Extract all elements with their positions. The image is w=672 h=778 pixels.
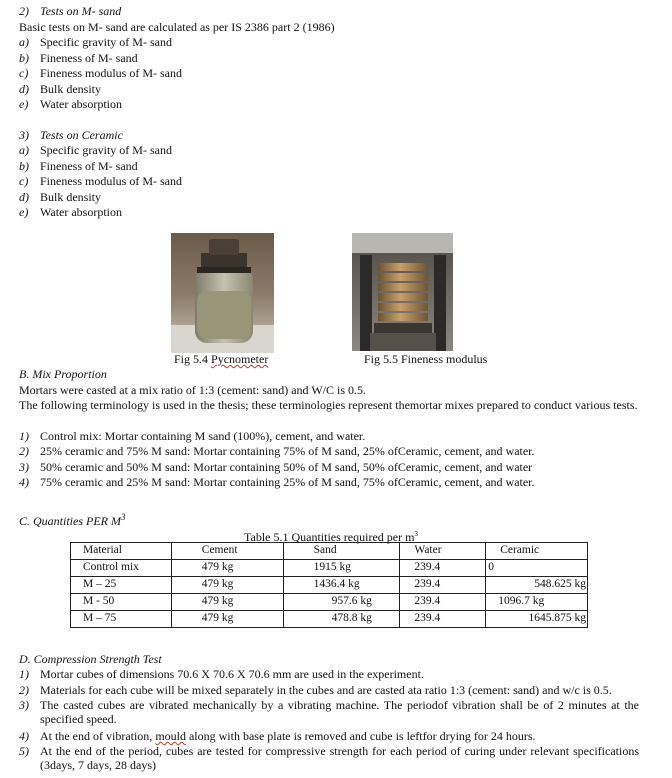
list-item: c) Fineness modulus of M- sand [19, 66, 182, 80]
list-item: b) Fineness of M- sand [19, 51, 138, 65]
table-row [71, 611, 588, 628]
section-heading-ceramic: 3) Tests on Ceramic [19, 128, 123, 142]
table-row [71, 594, 588, 611]
section-heading-quantities: C. Quantities PER $M^3$ [19, 512, 126, 528]
figure-caption-pycnometer: Fig 5.4 Pycnometer [174, 352, 269, 366]
table-cell: 957.6 kg [283, 594, 400, 611]
table-cell: 239.4 [400, 577, 486, 594]
table-cell: 1096.7 kg [486, 594, 588, 611]
table-row [71, 577, 588, 594]
table-cell: Control mix [71, 560, 172, 577]
list-item: 4) At the end of vibration, mould along with base plate is removed and cube is leftfor drying for 24 hours. [19, 729, 536, 743]
table-cell: 479 kg [171, 577, 283, 594]
table-cell: 239.4 [400, 611, 486, 628]
list-item: d) Bulk density [19, 190, 102, 204]
table-header-cell: Material [71, 543, 172, 560]
list-item: 3) The casted cubes are vibrated mechanically by a vibrating machine. The periodof vibration shall be of 2 minutes at the specified speed. [19, 698, 639, 726]
table-cell: 1915 kg [283, 560, 400, 577]
list-item: c) Fineness modulus of M- sand [19, 174, 182, 188]
quantities-table [70, 542, 588, 628]
paragraph: Mortars were casted at a mix ratio of 1:3 (cement: sand) and W/C is 0.5. [19, 383, 367, 397]
table-cell: 239.4 [400, 594, 486, 611]
list-item: d) Bulk density [19, 82, 102, 96]
table-caption: Table 5.1 Quantities required per $m^3$ [244, 530, 418, 544]
table-cell: 1645.875 kg [486, 611, 588, 628]
table-header-cell: Ceramic [486, 543, 588, 560]
figure-caption-fineness: Fig 5.5 Fineness modulus [364, 352, 488, 366]
table-header-cell: Water [400, 543, 486, 560]
table-cell: 239.4 [400, 560, 486, 577]
table-header-cell: Sand [283, 543, 400, 560]
table-cell: 548.625 kg [486, 577, 588, 594]
section-heading-compression: D. Compression Strength Test [19, 652, 162, 666]
list-item: b) Fineness of M- sand [19, 159, 138, 173]
table-header-row [71, 543, 588, 560]
list-item: 3) 50% ceramic and 50% M sand: Mortar containing 50% of M sand, 50% ofCeramic, cement, and water [19, 460, 533, 474]
table-cell: 479 kg [171, 611, 283, 628]
table-cell: 1436.4 kg [283, 577, 400, 594]
list-item: e) Water absorption [19, 97, 123, 111]
list-item: 1) Mortar cubes of dimensions 70.6 X 70.6 X 70.6 mm are used in the experiment. [19, 667, 424, 681]
table-row [71, 560, 588, 577]
section-heading-msand: 2) Tests on M- sand [19, 4, 122, 18]
list-item: 2) 25% ceramic and 75% M sand: Mortar containing 75% of M sand, 25% ofCeramic, cement, and water. [19, 444, 535, 458]
section-intro: Basic tests on M- sand are calculated as per IS 2386 part 2 (1986) [19, 20, 335, 34]
table-cell: 478.8 kg [283, 611, 400, 628]
list-item: a) Specific gravity of M- sand [19, 35, 172, 49]
list-item: 5) At the end of the period, cubes are tested for compressive strength for each period of curing under relevant specifications (3days, 7 days, 28 days) [19, 744, 639, 772]
list-item: e) Water absorption [19, 205, 123, 219]
list-item: 4) 75% ceramic and 25% M sand: Mortar containing 25% of M sand, 75% ofCeramic, cement, and water. [19, 475, 535, 489]
table-cell: M – 75 [71, 611, 172, 628]
section-heading-mix: B. Mix Proportion [19, 367, 107, 381]
pycnometer-photo [171, 233, 274, 353]
list-item: 1) Control mix: Mortar containing M sand (100%), cement, and water. [19, 429, 366, 443]
table-cell: M – 25 [71, 577, 172, 594]
paragraph: The following terminology is used in the thesis; these terminologies represent themortar mixes prepared to conduct various tests. [19, 398, 638, 412]
table-header-cell: Cement [171, 543, 283, 560]
table-cell: 479 kg [171, 594, 283, 611]
table-cell: 479 kg [171, 560, 283, 577]
table-cell: 0 [486, 560, 588, 577]
list-item: 2) Materials for each cube will be mixed separately in the cubes and are casted ata ratio 1:3 (cement: sand) and w/c is 0.5. [19, 683, 612, 697]
list-item: a) Specific gravity of M- sand [19, 143, 172, 157]
sieve-shaker-photo [352, 233, 453, 351]
table-cell: M - 50 [71, 594, 172, 611]
